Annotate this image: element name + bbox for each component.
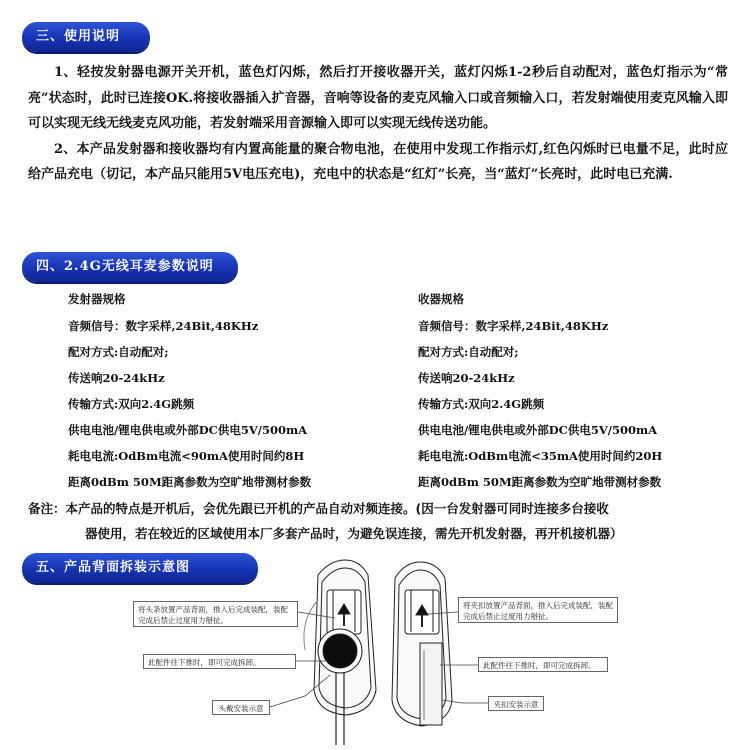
remark-line-1: 备注：本产品的特点是开机后，会优先跟已开机的产品自动对频连接。(因一台发射器可同时连接多台接收 — [28, 501, 609, 516]
headband-device-drawing — [304, 560, 376, 745]
receiver-spec-item: 音频信号：数字采样,24Bit,48KHz — [418, 319, 609, 333]
remark-line-2: 器使用，若在较近的区域使用本厂多套产品时，为避免误连接，需先开机发射器，再开机接机器） — [85, 526, 623, 541]
transmitter-spec-item: 距离0dBm 50M距离参数为空旷地带测材参数 — [68, 475, 312, 489]
receiver-spec-item: 传输方式:双向2.4G跳频 — [418, 397, 545, 411]
transmitter-spec-item: 供电电池/锂电供电或外部DC供电5V/500mA — [68, 423, 308, 437]
receiver-spec-item: 配对方式:自动配对; — [418, 345, 519, 359]
receiver-spec-item: 距离0dBm 50M距离参数为空旷地带测材参数 — [418, 475, 662, 489]
receiver-spec-header: 收器规格 — [418, 292, 464, 306]
receiver-spec-item: 耗电电流:OdBm电流<35mA使用时间约20H — [418, 449, 663, 463]
usage-paragraph-2: 2、本产品发射器和接收器均有内置高能量的聚合物电池，在使用中发现工作指示灯,红色闪烁时已电量不足，此时应给产品充电（切记，本产品只能用5V电压充电)，充电中的状态是“红灯”长亮，当“蓝灯”长亮时，此时电已充满. — [28, 141, 728, 182]
section5-title: 五、产品背面拆装示意图 — [22, 553, 258, 583]
section4-title: 四、2.4G无线耳麦参数说明 — [22, 252, 238, 282]
clip-caption: 夹扣安装示意 — [488, 696, 544, 711]
transmitter-spec-item: 音频信号：数字采样,24Bit,48KHz — [68, 319, 259, 333]
headband-assembly-callout: 将头条放置产品背面，推入后完成装配，装配完成后禁止过度用力掰扯。 — [133, 601, 298, 627]
usage-paragraph-1: 1、轻按发射器电源开关开机，蓝色灯闪烁，然后打开接收器开关，蓝灯闪烁1-2秒后自动配对，蓝色灯指示为“常亮”状态时，此时已连接OK.将接收器插入扩音器，音响等设备的麦克风输入口或音频输入口，若发射端使用麦克风输入即可以实现无线无线麦克风功能，若发射端采用音源输入即可以实现无线传送功能。 — [28, 65, 728, 131]
receiver-spec-item: 供电电池/锂电供电或外部DC供电5V/500mA — [418, 423, 658, 437]
section3-title: 三、使用说明 — [22, 22, 150, 52]
transmitter-spec-item: 传送响20-24kHz — [68, 371, 165, 385]
clip-removal-callout: 此配件往下推时，即可完成拆卸。 — [478, 657, 608, 672]
transmitter-spec-item: 耗电电流:OdBm电流<90mA使用时间约8H — [68, 449, 305, 463]
clip-assembly-callout: 将夹扣放置产品背面，推入后完成装配，装配完成后禁止过度用力掰扯。 — [458, 597, 618, 623]
headband-removal-callout: 此配件往下推时，即可完成拆卸。 — [143, 654, 296, 669]
transmitter-spec-item: 配对方式:自动配对; — [68, 345, 169, 359]
clip-device-drawing — [392, 562, 452, 726]
transmitter-spec-header: 发射器规格 — [68, 292, 126, 306]
headband-caption: 头戴安装示意 — [212, 700, 270, 715]
receiver-spec-item: 传送响20-24kHz — [418, 371, 515, 385]
transmitter-spec-item: 传输方式:双向2.4G跳频 — [68, 397, 195, 411]
